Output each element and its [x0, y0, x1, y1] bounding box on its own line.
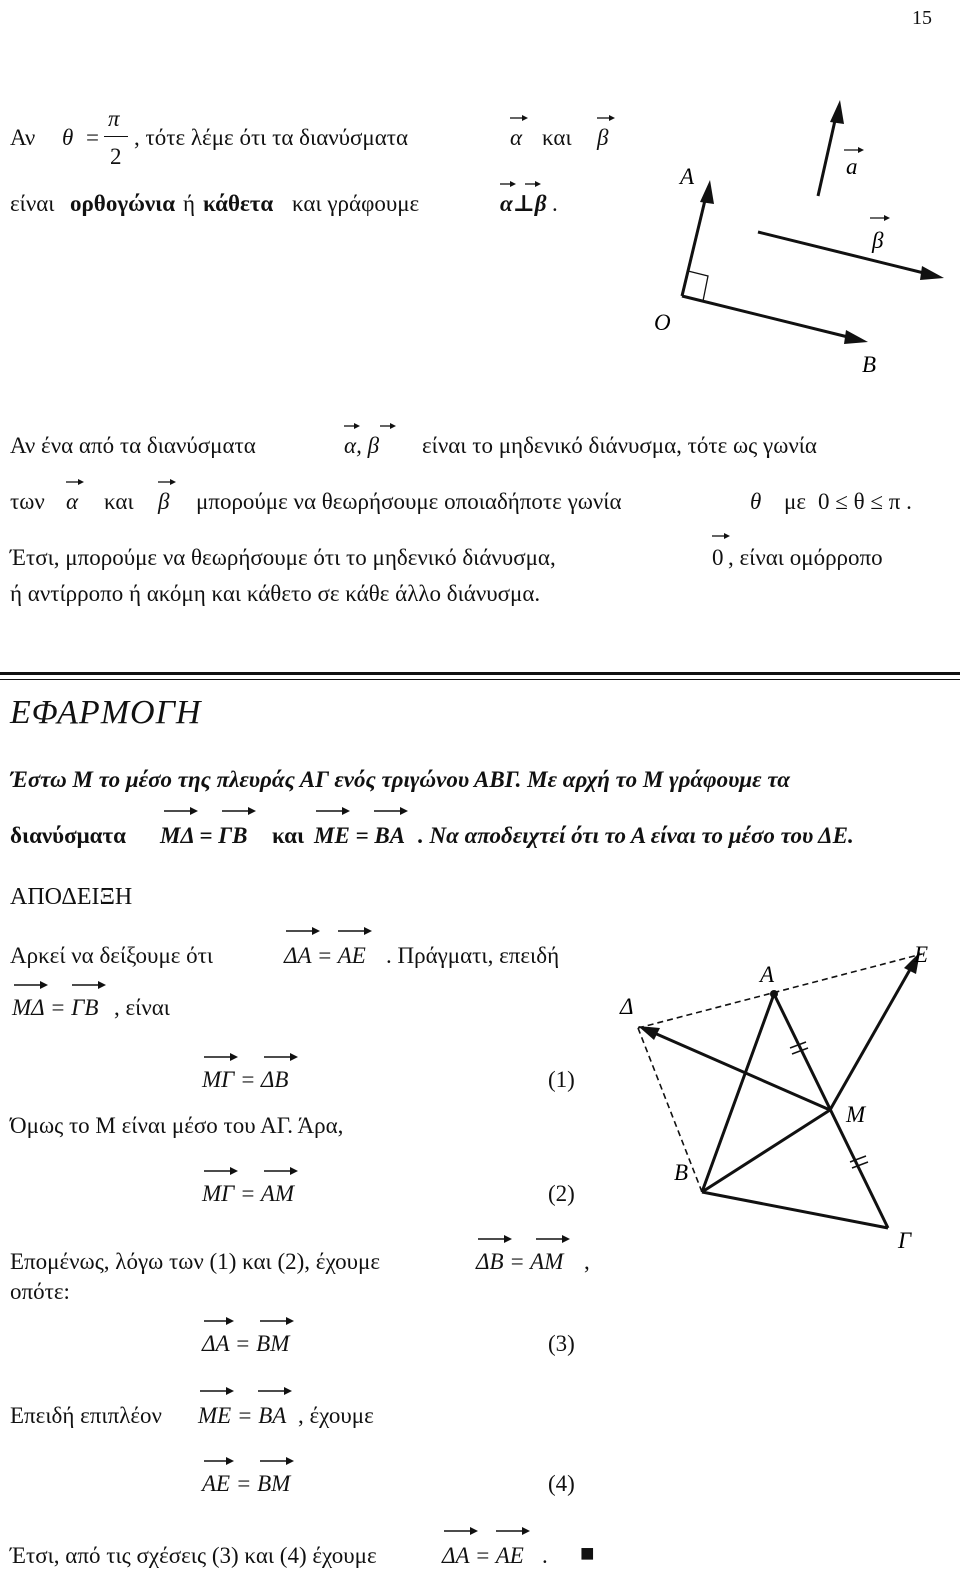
- para1-suffix: , τότε λέμε ότι τα διανύσματα: [134, 125, 409, 150]
- point-A: [770, 990, 778, 998]
- vector-arrow: [64, 476, 86, 488]
- angle-range: 0 ≤ θ ≤ π .: [818, 489, 912, 514]
- vector-equation-DB-AM: ΔΒ = ΑΜ: [476, 1249, 564, 1274]
- vector-arrows: [282, 924, 382, 938]
- vector-a: [818, 116, 836, 196]
- beta-vector: β: [597, 125, 609, 150]
- vector-arrows: [474, 1232, 584, 1246]
- label-Delta: Δ: [620, 994, 634, 1019]
- proof-p6b: , έχουμε: [298, 1403, 374, 1428]
- side-AG: [774, 994, 888, 1228]
- application-line2a: διανύσματα: [10, 823, 126, 848]
- segment-OB: [682, 296, 852, 338]
- two-denominator: 2: [110, 144, 122, 169]
- right-angle-mark: [688, 271, 708, 301]
- vector-arrow: [595, 112, 617, 124]
- alpha-vector: α: [66, 489, 79, 514]
- page-number: 15: [912, 7, 932, 29]
- section-rule-thin: [0, 679, 960, 680]
- dashed-line-DB: [638, 1028, 702, 1192]
- vector-arrow: [508, 112, 530, 124]
- label-a: a: [846, 154, 858, 179]
- vector-equation-MD-GB: ΜΔ = ΓΒ: [160, 823, 248, 848]
- vector-arrow: [156, 476, 178, 488]
- label-A: A: [760, 962, 775, 987]
- vector-arrows: [10, 978, 120, 992]
- para1-line2-prefix: είναι: [10, 191, 55, 216]
- dashed-line-DE: [638, 954, 922, 1028]
- proof-p5: οπότε:: [10, 1279, 70, 1304]
- proof-p4a: Επομένως, λόγω των (1) και (2), έχουμε: [10, 1249, 381, 1274]
- application-line2b: . Να αποδειχτεί ότι το Α είναι το μέσο του ΔΕ.: [418, 823, 854, 848]
- vector-arrows: [498, 178, 544, 190]
- equation-2: ΜΓ = ΑΜ: [202, 1181, 295, 1206]
- vector-arrows: [200, 1314, 310, 1328]
- para2-line3a: Έτσι, μπορούμε να θεωρήσουμε ότι το μηδενικό διάνυσμα,: [10, 545, 556, 570]
- fraction-bar: [104, 136, 128, 137]
- para2-line1b: είναι το μηδενικό διάνυσμα, τότε ως γωνία: [422, 433, 817, 458]
- alpha-vector: α: [510, 125, 523, 150]
- me-word: με: [784, 489, 806, 514]
- perpendicular-vectors-diagram: [654, 90, 950, 380]
- para2-line4: ή αντίρροπο ή ακόμη και κάθετο σε κάθε άλλο διάνυσμα.: [10, 581, 541, 606]
- pi-numerator: π: [108, 106, 120, 131]
- vector-arrows: [200, 1164, 310, 1178]
- vector-arrows: [200, 1050, 310, 1064]
- application-line1: Έστω Μ το μέσο της πλευράς ΑΓ ενός τριγώνου ΑΒΓ. Με αρχή το Μ γράφουμε τα: [10, 767, 790, 792]
- proof-p2b: , είναι: [114, 995, 170, 1020]
- vector-arrows: [312, 804, 412, 818]
- equation-4-number: (4): [548, 1471, 575, 1496]
- tick-mark: [852, 1162, 868, 1168]
- equation-2-number: (2): [548, 1181, 575, 1206]
- para1-prefix: Αν: [10, 125, 36, 150]
- equation-3: ΔΑ = ΒΜ: [202, 1331, 290, 1356]
- vector-arrows: [160, 804, 260, 818]
- application-title: ΕΦΑΡΜΟΓΗ: [10, 694, 202, 731]
- vector-arrows: [440, 1524, 550, 1538]
- label-E: E: [914, 942, 929, 967]
- period: .: [542, 1543, 548, 1568]
- segment-OA: [682, 196, 706, 296]
- vector-equation-DA-AE: ΔΑ = ΑΕ: [442, 1543, 524, 1568]
- and-word: και: [542, 125, 572, 150]
- equation-4: ΑΕ = ΒΜ: [202, 1471, 291, 1496]
- beta-vector: β: [158, 489, 170, 514]
- proof-p6a: Επειδή επιπλέον: [10, 1403, 162, 1428]
- and-word: και: [104, 489, 134, 514]
- para2-line3b: , είναι ομόρροπο: [728, 545, 883, 570]
- label-Gamma: Γ: [898, 1228, 912, 1253]
- side-BG: [702, 1192, 888, 1228]
- theta-symbol: θ: [62, 125, 74, 150]
- para2-line2b: μπορούμε να θεωρήσουμε οποιαδήποτε γωνία: [196, 489, 622, 514]
- qed-square-icon: ■: [580, 1541, 595, 1567]
- para1-line2-mid: και γράφουμε: [292, 191, 420, 216]
- perp-expression: α⊥β: [500, 191, 547, 216]
- vector-arrows: [200, 1454, 310, 1468]
- proof-p1b: . Πράγματι, επειδή: [386, 943, 560, 968]
- perpendicular-bold: κάθετα: [203, 191, 274, 216]
- section-rule-thick: [0, 672, 960, 675]
- orthogonal-bold: ορθογώνια: [70, 191, 176, 216]
- vector-equation-ME-BA: ΜΕ = ΒΑ: [198, 1403, 287, 1428]
- proof-p7a: Έτσι, από τις σχέσεις (3) και (4) έχουμε: [10, 1543, 377, 1568]
- label-A: A: [680, 164, 695, 189]
- and-word: και: [272, 823, 305, 848]
- theta-symbol: θ: [750, 489, 762, 514]
- equation-1: ΜΓ = ΔΒ: [202, 1067, 289, 1092]
- proof-title: ΑΠΟΔΕΙΞΗ: [10, 884, 133, 910]
- label-beta: β: [872, 228, 884, 253]
- label-O: O: [654, 310, 671, 335]
- proof-p1a: Αρκεί να δείξουμε ότι: [10, 943, 214, 968]
- or-word: ή: [183, 191, 196, 216]
- para2-line2a: των: [10, 489, 45, 514]
- vector-arrows: [342, 420, 402, 432]
- vector-equation-MD-GB: ΜΔ = ΓΒ: [12, 995, 99, 1020]
- vector-arrows: [196, 1384, 306, 1398]
- proof-p3: Όμως το Μ είναι μέσο του ΑΓ. Άρα,: [10, 1113, 344, 1138]
- equals-sign: =: [86, 125, 99, 150]
- vector-equation-ME-BA: ΜΕ = ΒΑ: [314, 823, 406, 848]
- vector-ME: [830, 966, 912, 1110]
- label-M: M: [846, 1102, 866, 1127]
- alpha-beta-vectors: α, β: [344, 433, 380, 458]
- vector-equation-DA-AE: ΔΑ = ΑΕ: [284, 943, 366, 968]
- comma: ,: [584, 1249, 590, 1274]
- para2-line1a: Αν ένα από τα διανύσματα: [10, 433, 256, 458]
- segment-BM: [702, 1110, 830, 1192]
- period: .: [552, 191, 558, 216]
- zero-vector: 0: [712, 545, 724, 570]
- vector-beta: [758, 232, 928, 274]
- equation-1-number: (1): [548, 1067, 575, 1092]
- label-B: B: [862, 352, 877, 377]
- equation-3-number: (3): [548, 1331, 575, 1356]
- label-B: B: [674, 1160, 689, 1185]
- triangle-construction-diagram: [600, 930, 950, 1260]
- side-AB: [702, 994, 774, 1192]
- vector-arrow: [710, 530, 732, 542]
